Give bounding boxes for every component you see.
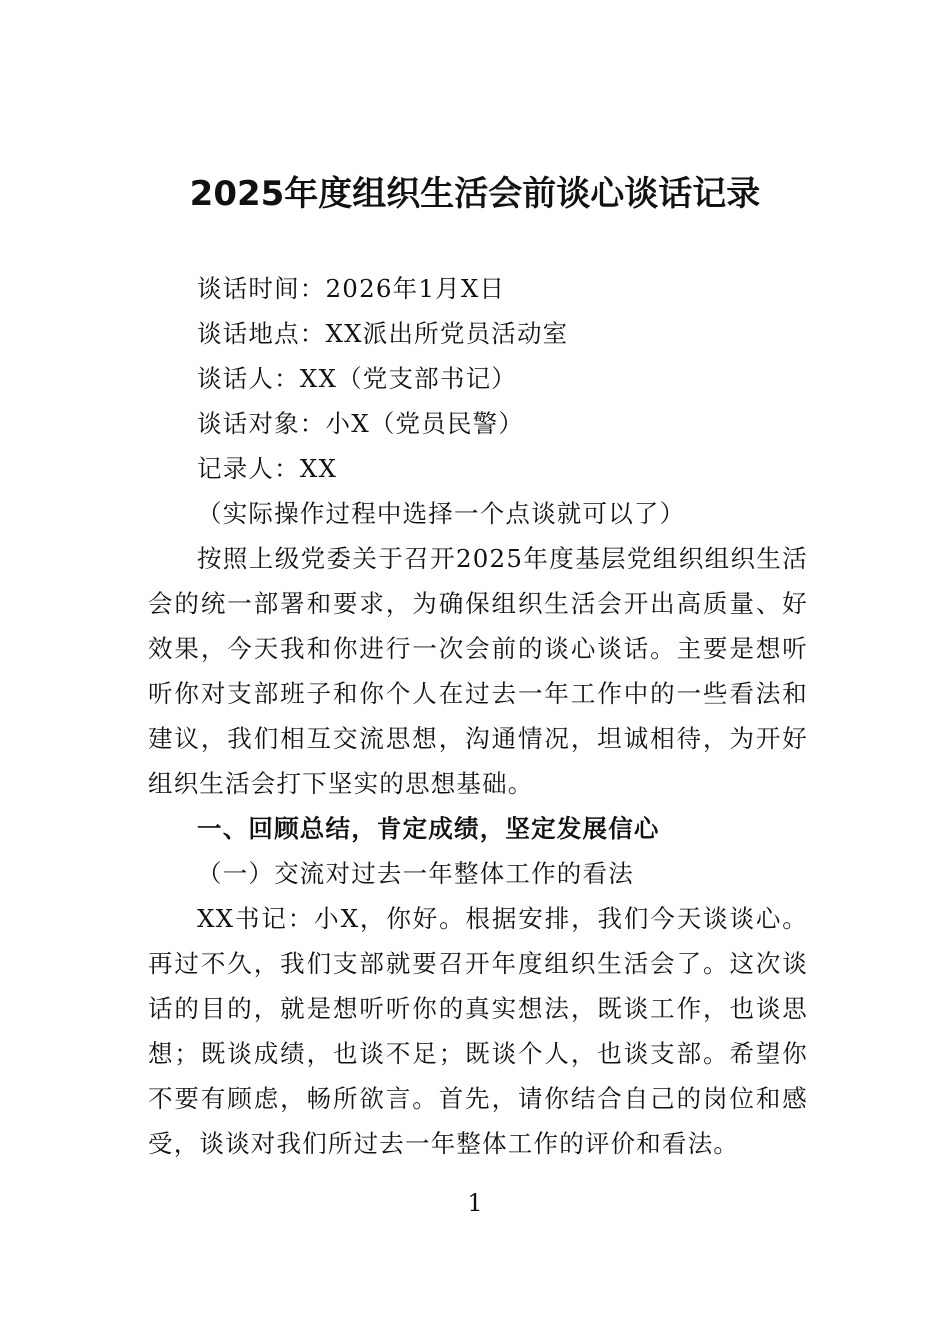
note-text: （实际操作过程中选择一个点谈就可以了） <box>197 499 686 528</box>
dialogue-paragraph: XX书记：小X，你好。根据安排，我们今天谈谈心。再过不久，我们支部就要召开年度组织生活会了。这次谈话的目的，就是想听听你的真实想法，既谈工作，也谈思想；既谈成绩，也谈不足；既谈个人，也谈支部。希望你不要有顾虑，畅所欲言。首先，请你结合自己的岗位和感受，谈谈对我们所过去一年整体工作的评价和看法。 <box>148 904 808 1158</box>
meta-speaker: 谈话人：XX（党支部书记） <box>197 364 517 393</box>
meta-time: 谈话时间：2026年1月X日 <box>197 274 506 303</box>
meta-target: 谈话对象：小X（党员民警） <box>197 409 525 438</box>
meta-recorder: 记录人：XX <box>197 454 338 483</box>
section-heading: 一、回顾总结，肯定成绩，坚定发展信心 <box>197 814 660 843</box>
document-body <box>148 266 808 1166</box>
meta-place: 谈话地点：XX派出所党员活动室 <box>197 319 569 348</box>
intro-paragraph: 按照上级党委关于召开2025年度基层党组织组织生活会的统一部署和要求，为确保组织生活会开出高质量、好效果，今天我和你进行一次会前的谈心谈话。主要是想听听你对支部班子和你个人在过去一年工作中的一些看法和建议，我们相互交流思想，沟通情况，坦诚相待，为开好组织生活会打下坚实的思想基础。 <box>148 544 808 798</box>
document-title: 2025年度组织生活会前谈心谈话记录 <box>189 174 761 214</box>
subsection-heading: （一）交流对过去一年整体工作的看法 <box>197 859 634 888</box>
page-number: 1 <box>467 1189 483 1217</box>
